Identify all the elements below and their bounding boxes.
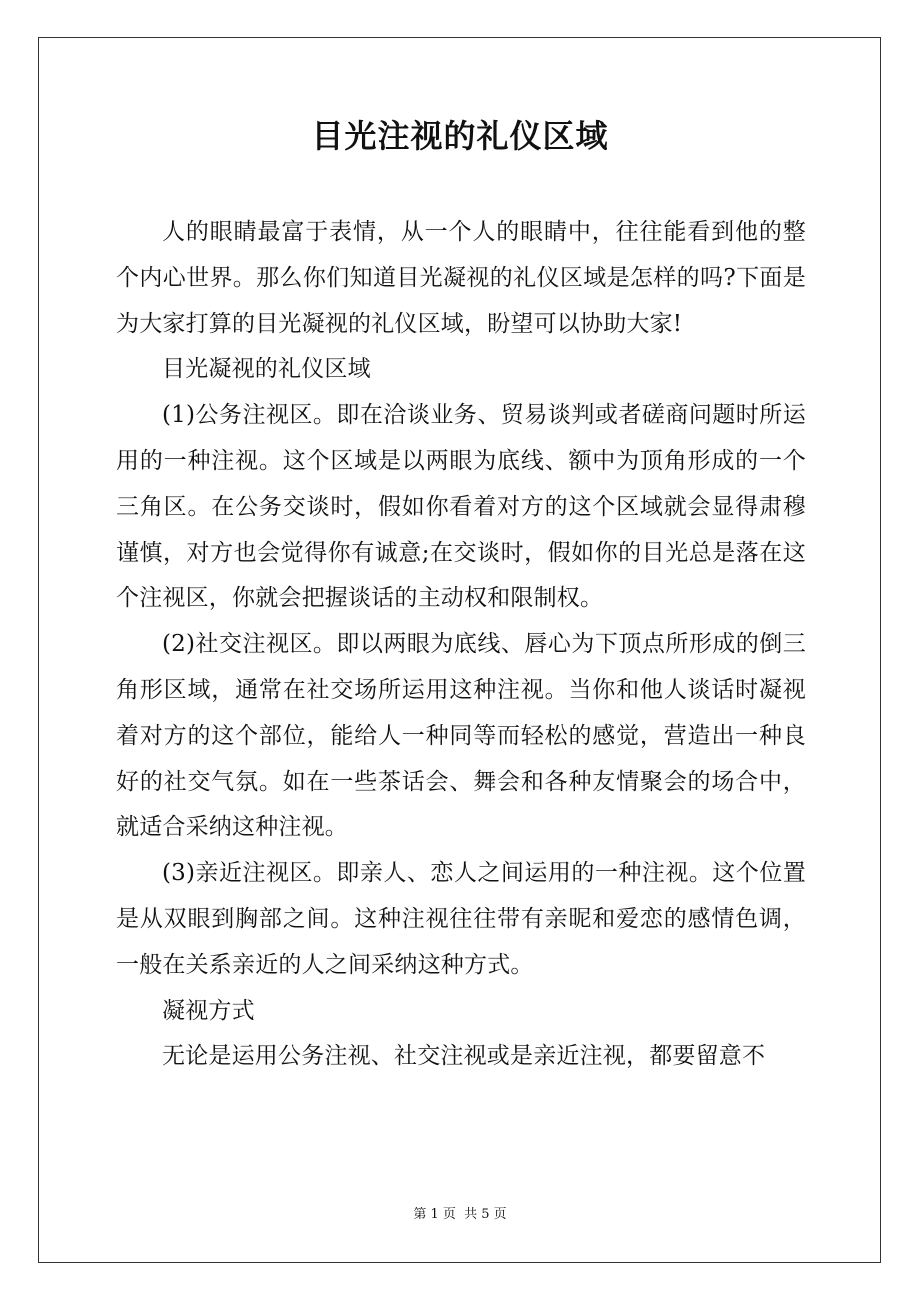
page-number: 第 1 页 xyxy=(413,1207,456,1222)
paragraph-intro: 人的眼睛最富于表情，从一个人的眼睛中，往往能看到他的整个内心世界。那么你们知道目光凝视的礼仪区域是怎样的吗?下面是为大家打算的目光凝视的礼仪区域，盼望可以协助大家! xyxy=(116,219,806,337)
page-total: 共 5 页 xyxy=(464,1207,507,1222)
paragraph-gaze-method: 无论是运用公务注视、社交注视或是亲近注视，都要留意不 xyxy=(162,1043,766,1070)
page-footer xyxy=(0,1206,920,1224)
paragraph-business-zone: (1)公务注视区。即在洽谈业务、贸易谈判或者磋商问题时所运用的一种注视。这个区域是以两眼为底线、额中为顶角形成的一个三角区。在公务交谈时，假如你看着对方的这个区域就会显得肃穆谨慎，对方也会觉得你有诚意;在交谈时，假如你的目光总是落在这个注视区，你就会把握谈话的主动权和限制权。 xyxy=(116,402,806,612)
section-heading-gaze-zones: 目光凝视的礼仪区域 xyxy=(162,356,371,383)
document-title: 目光注视的礼仪区域 xyxy=(311,117,609,155)
document-body xyxy=(116,210,806,1080)
paragraph-social-zone: (2)社交注视区。即以两眼为底线、唇心为下顶点所形成的倒三角形区域，通常在社交场所运用这种注视。当你和他人谈话时凝视着对方的这个部位，能给人一种同等而轻松的感觉，营造出一种良好的社交气氛。如在一些茶话会、舞会和各种友情聚会的场合中，就适合采纳这种注视。 xyxy=(116,631,806,841)
section-heading-gaze-method: 凝视方式 xyxy=(162,997,255,1024)
paragraph-intimate-zone: (3)亲近注视区。即亲人、恋人之间运用的一种注视。这个位置是从双眼到胸部之间。这种注视往往带有亲昵和爱恋的感情色调，一般在关系亲近的人之间采纳这种方式。 xyxy=(116,860,806,978)
